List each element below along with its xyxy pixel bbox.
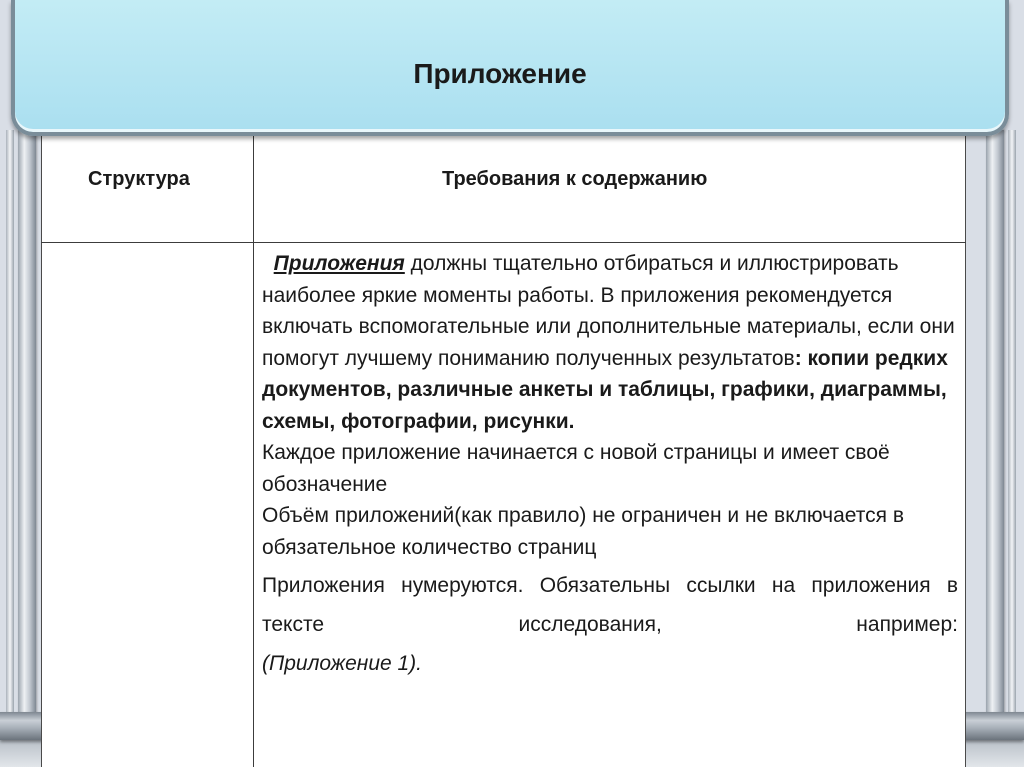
header-requirements: Требования к содержанию <box>442 168 708 190</box>
paragraph-new-page: Каждое приложение начинается с новой страницы и имеет своё обозначение <box>262 441 890 496</box>
table-header-divider <box>41 242 966 243</box>
right-pillar-inner <box>1008 130 1016 767</box>
colon: : <box>794 346 802 370</box>
paragraph-selection-text: должны тщательно отбираться и иллюстрировать наиболее яркие моменты работы. В приложения рекомендуется включать вспомогательные или дополнительные материалы, если они помогут лучшему пониманию полученных результатов <box>262 252 955 370</box>
paragraph-selection <box>262 248 958 437</box>
left-pillar-inner <box>6 130 14 767</box>
header-structure: Структура <box>88 168 190 190</box>
paragraph-numbering: Приложения нумеруются. Обязательны ссылки на приложения в тексте исследования, например: <box>262 574 958 636</box>
table-column-divider <box>253 124 254 767</box>
paragraph-volume: Объём приложений(как правило) не ограничен и не включается в обязательное количество страниц <box>262 504 905 559</box>
material-list: копии редких документов, различные анкеты и таблицы, графики, диаграммы, схемы, фотографии, рисунки. <box>262 346 948 433</box>
page-title: Приложение <box>413 58 587 89</box>
title-banner <box>11 0 1009 136</box>
requirements-cell <box>262 248 958 683</box>
paragraph-example: (Приложение 1). <box>262 652 423 675</box>
lead-word: Приложения <box>273 252 405 275</box>
left-pillar <box>18 130 36 767</box>
right-pillar <box>986 130 1004 767</box>
